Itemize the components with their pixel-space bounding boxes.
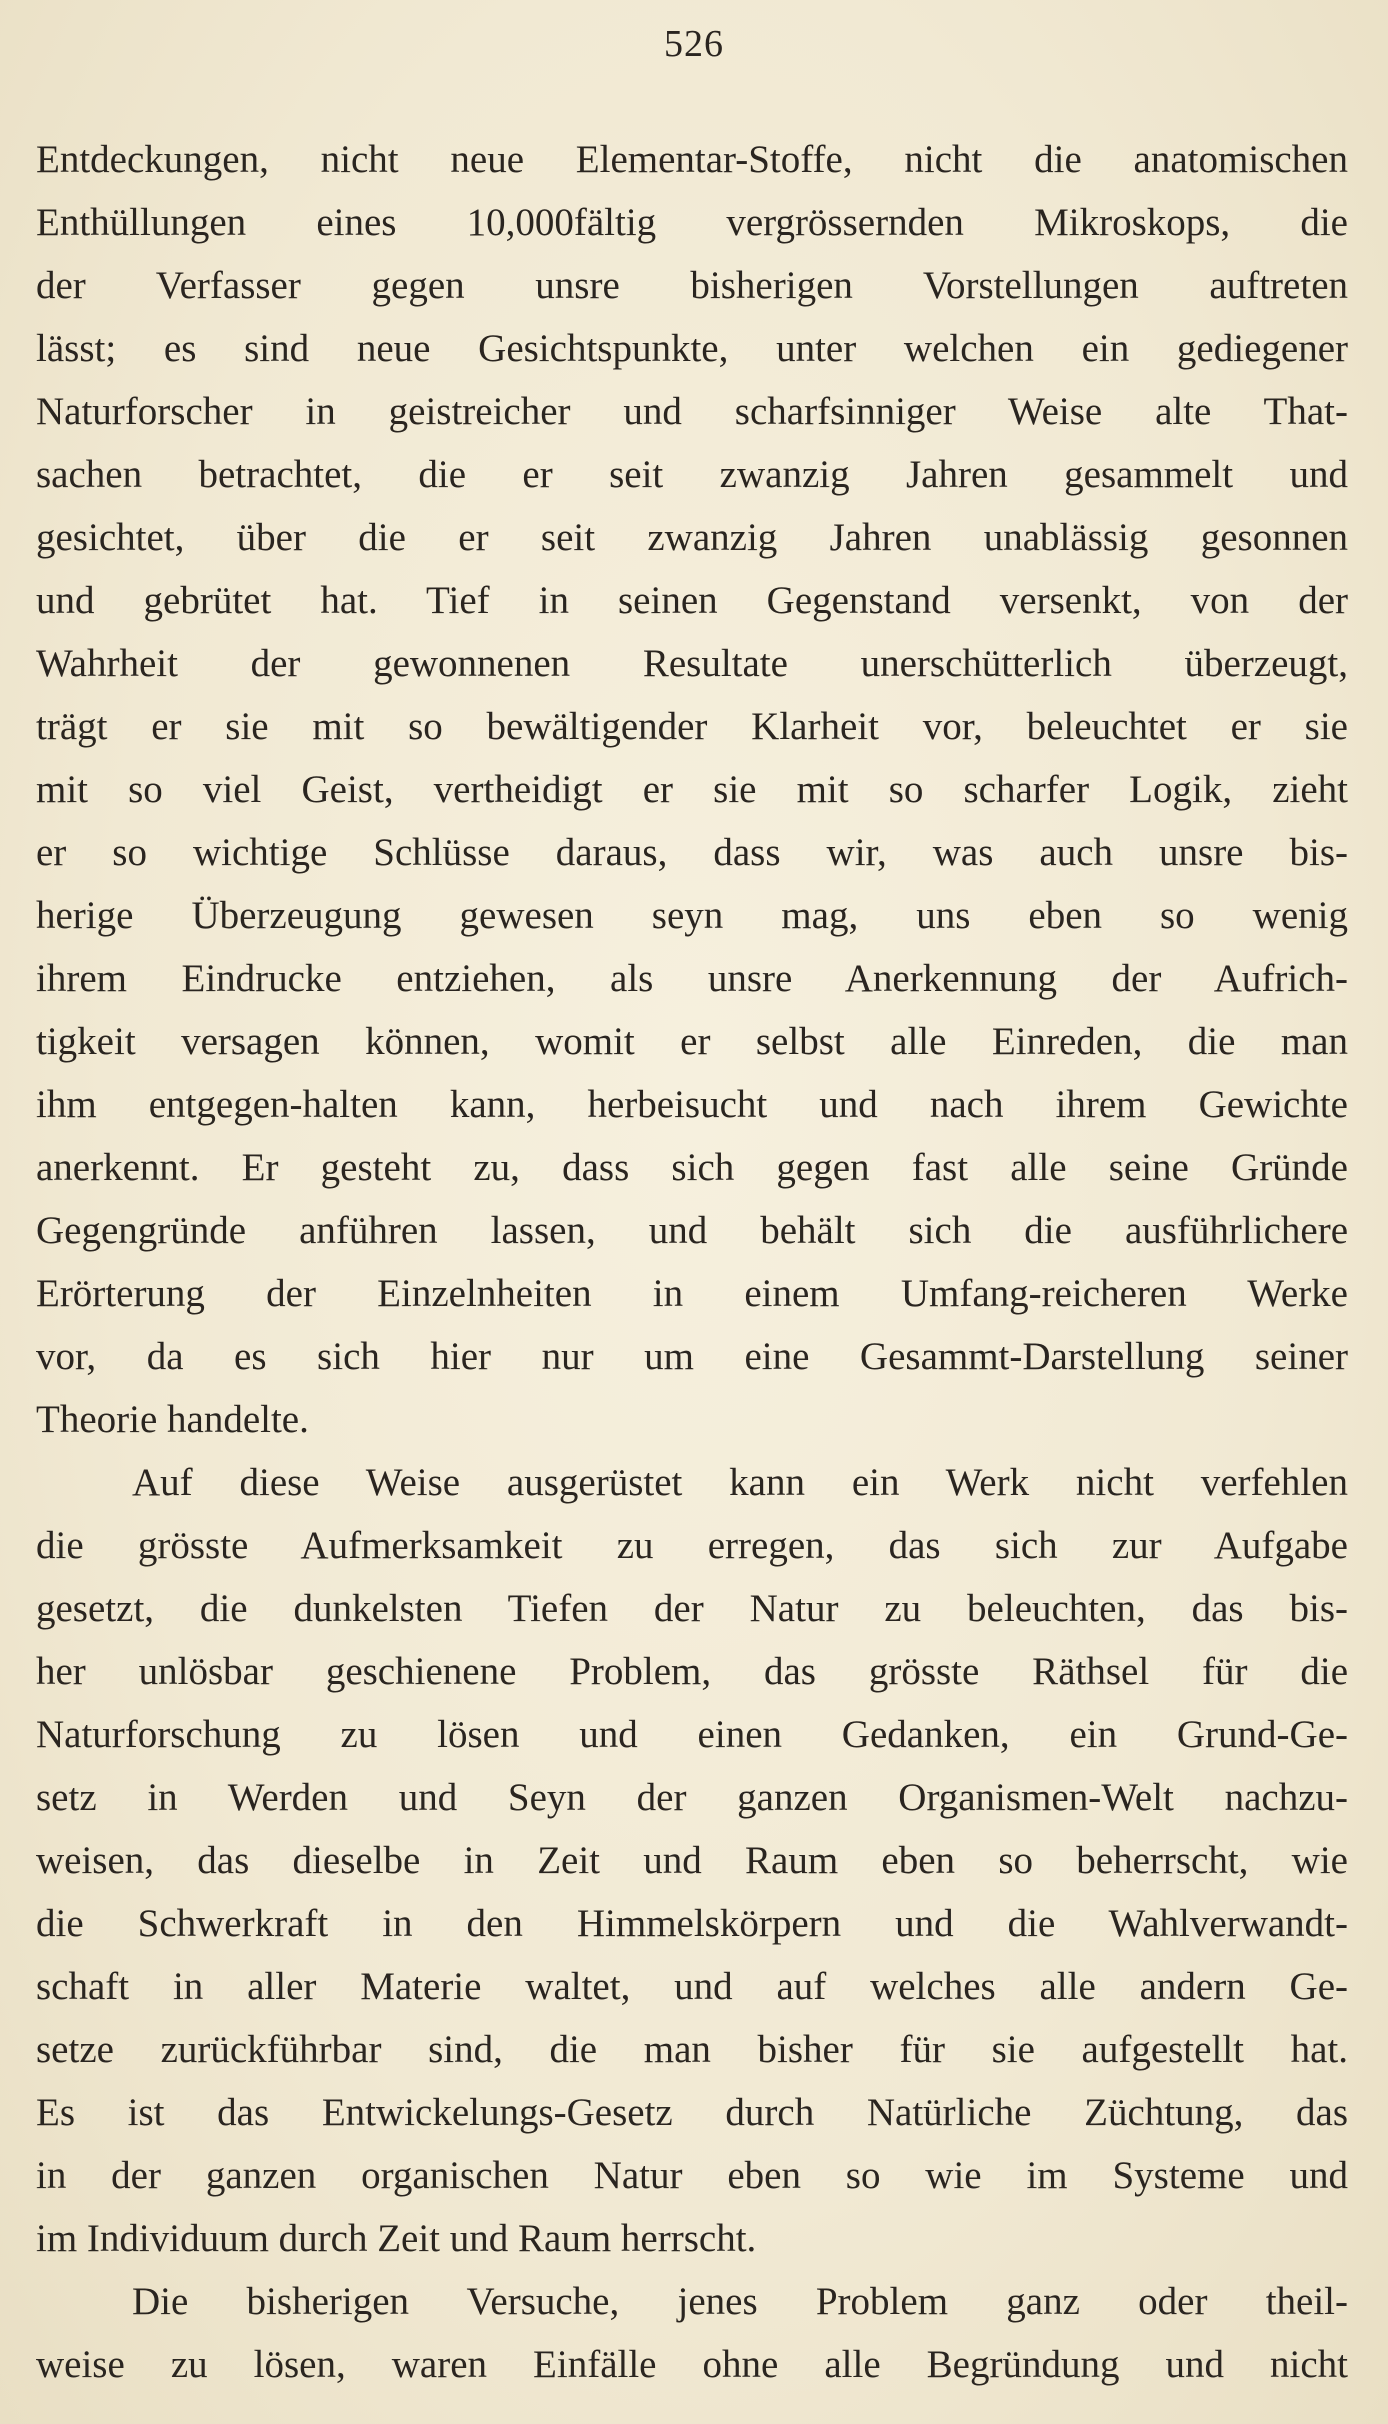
text-line: sachen betrachtet, die er seit zwanzig Jahren gesammelt und	[36, 453, 1348, 496]
text-line: setz in Werden und Seyn der ganzen Organismen-Welt nachzu-	[36, 1776, 1348, 1819]
text-line: Erörterung der Einzelnheiten in einem Umfang-reicheren Werke	[36, 1272, 1348, 1315]
text-line: tigkeit versagen können, womit er selbst alle Einreden, die man	[36, 1020, 1348, 1063]
text-line: er so wichtige Schlüsse daraus, dass wir, was auch unsre bis-	[36, 831, 1348, 874]
text-line: die grösste Aufmerksamkeit zu erregen, das sich zur Aufgabe	[36, 1524, 1348, 1567]
text-line: Wahrheit der gewonnenen Resultate unerschütterlich überzeugt,	[36, 642, 1348, 685]
text-line: die Schwerkraft in den Himmelskörpern und die Wahlverwandt-	[36, 1902, 1348, 1945]
text-line: im Individuum durch Zeit und Raum herrscht.	[36, 2217, 757, 2260]
text-line: her unlösbar geschienene Problem, das grösste Räthsel für die	[36, 1650, 1348, 1693]
text-line: Enthüllungen eines 10,000fältig vergrössernden Mikroskops, die	[36, 201, 1348, 244]
text-line: gesichtet, über die er seit zwanzig Jahren unablässig gesonnen	[36, 516, 1348, 559]
text-line: der Verfasser gegen unsre bisherigen Vorstellungen auftreten	[36, 264, 1348, 307]
text-line: setze zurückführbar sind, die man bisher für sie aufgestellt hat.	[36, 2028, 1348, 2071]
text-line: Theorie handelte.	[36, 1398, 309, 1441]
text-line: herige Überzeugung gewesen seyn mag, uns eben so wenig	[36, 894, 1348, 937]
page-number: 526	[664, 23, 724, 65]
text-line: Auf diese Weise ausgerüstet kann ein Werk nicht verfehlen	[132, 1461, 1348, 1504]
text-line: ihrem Eindrucke entziehen, als unsre Anerkennung der Aufrich-	[36, 957, 1348, 1000]
text-line: mit so viel Geist, vertheidigt er sie mit so scharfer Logik, zieht	[36, 768, 1348, 811]
text-line: gesetzt, die dunkelsten Tiefen der Natur zu beleuchten, das bis-	[36, 1587, 1348, 1630]
text-line: anerkennt. Er gesteht zu, dass sich gegen fast alle seine Gründe	[36, 1146, 1348, 1189]
text-line: in der ganzen organischen Natur eben so wie im Systeme und	[36, 2154, 1348, 2197]
text-line: vor, da es sich hier nur um eine Gesammt-Darstellung seiner	[36, 1335, 1348, 1378]
text-line: Naturforschung zu lösen und einen Gedanken, ein Grund-Ge-	[36, 1713, 1348, 1756]
text-line: Entdeckungen, nicht neue Elementar-Stoffe, nicht die anatomischen	[36, 138, 1348, 181]
text-line: ihm entgegen-halten kann, herbeisucht und nach ihrem Gewichte	[36, 1083, 1348, 1126]
text-line: und gebrütet hat. Tief in seinen Gegenstand versenkt, von der	[36, 579, 1348, 622]
text-line: weisen, das dieselbe in Zeit und Raum eben so beherrscht, wie	[36, 1839, 1348, 1882]
text-line: lässt; es sind neue Gesichtspunkte, unter welchen ein gediegener	[36, 327, 1348, 370]
body-text	[36, 128, 1348, 2396]
text-line: Die bisherigen Versuche, jenes Problem ganz oder theil-	[132, 2280, 1348, 2323]
text-line: Naturforscher in geistreicher und scharfsinniger Weise alte That-	[36, 390, 1348, 433]
text-line: Es ist das Entwickelungs-Gesetz durch Natürliche Züchtung, das	[36, 2091, 1348, 2134]
text-line: schaft in aller Materie waltet, und auf welches alle andern Ge-	[36, 1965, 1348, 2008]
text-line: trägt er sie mit so bewältigender Klarheit vor, beleuchtet er sie	[36, 705, 1348, 748]
text-line: Gegengründe anführen lassen, und behält sich die ausführlichere	[36, 1209, 1348, 1252]
text-line: weise zu lösen, waren Einfälle ohne alle Begründung und nicht	[36, 2343, 1348, 2386]
